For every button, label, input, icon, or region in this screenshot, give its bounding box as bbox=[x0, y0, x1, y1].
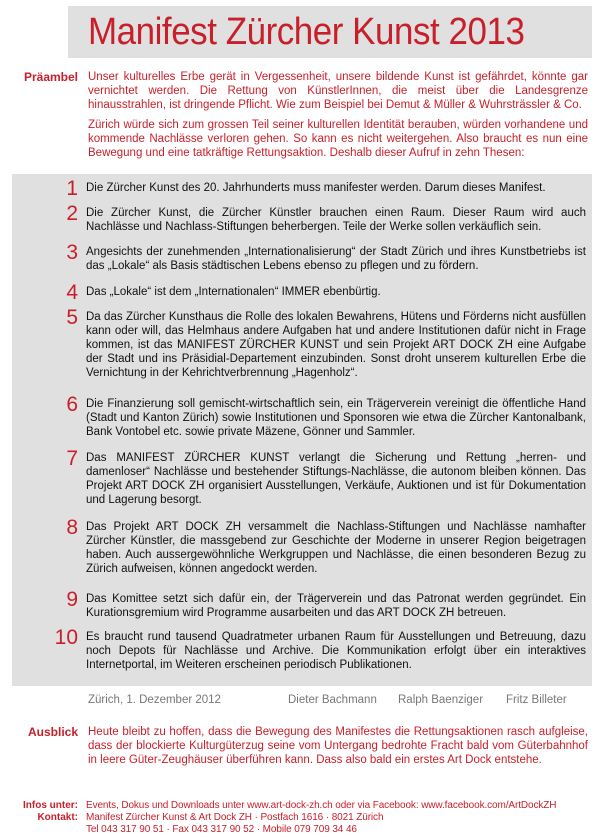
thesis-number: 2 bbox=[66, 202, 78, 225]
signatory-1: Dieter Bachmann bbox=[288, 694, 377, 706]
thesis-number: 9 bbox=[66, 588, 78, 611]
info-text: Events, Dokus und Downloads unter www.art-dock-zh.ch oder via Facebook: www.facebook.com/ArtDockZH bbox=[86, 800, 557, 811]
signatory-2: Ralph Baenziger bbox=[398, 694, 484, 706]
thesis-number: 5 bbox=[66, 306, 78, 329]
contact-line-1: Manifest Zürcher Kunst & Art Dock ZH · Postfach 1616 · 8021 Zürich bbox=[86, 812, 384, 823]
preamble-section bbox=[88, 70, 588, 166]
thesis-text: Die Zürcher Kunst des 20. Jahrhunderts muss manifester werden. Darum dieses Manifest. bbox=[86, 182, 546, 194]
thesis-text: Die Finanzierung soll gemischt-wirtschaftlich sein, ein Trägerverein vereinigt die öffentliche Hand (Stadt und Kanton Zürich) sowie Institutionen und Sponsoren wie etwa die Zürcher Kantonalbank, Bank Vontobel etc. sowie private Mäzene, Gönner und Sammler. bbox=[86, 398, 586, 438]
place-date: Zürich, 1. Dezember 2012 bbox=[88, 694, 221, 706]
thesis-text: Die Zürcher Kunst, die Zürcher Künstler brauchen einen Raum. Dieser Raum wird auch Nachlässe und Nachlass-Stiftungen beherbergen. Teile der Werke sollen verkäuflich sein. bbox=[86, 207, 586, 233]
signature-row bbox=[88, 694, 588, 710]
signatory-3: Fritz Billeter bbox=[506, 694, 567, 706]
contact-label: Kontakt: bbox=[37, 812, 78, 823]
thesis-number: 6 bbox=[66, 393, 78, 416]
thesis-number: 10 bbox=[54, 626, 78, 649]
thesis-number: 7 bbox=[66, 447, 78, 470]
outlook-label: Ausblick bbox=[27, 725, 78, 739]
thesis-text: Das MANIFEST ZÜRCHER KUNST verlangt die Sicherung und Rettung „herren- und damenloser“ Nachlässe und bestehender Stiftungs-Nachlässe, die autonom bleiben können. Das Projekt ART DOCK ZH organisiert Ausstellungen, Verkäufe, Auktionen und ist für Dokumentation und Lagerung besorgt. bbox=[86, 452, 586, 506]
thesis-text: Da das Zürcher Kunsthaus die Rolle des lokalen Bewahrens, Hütens und Förderns nicht ausfüllen kann oder will, das Helmhaus andere Aufgaben hat und andere Institutionen dafür nicht in Frage kommen, ist das MANIFEST ZÜRCHER KUNST und sein Projekt ART DOCK ZH eine Aufgabe der Stadt und ins Präsidial-Departement einzubinden. Sonst droht unserem kulturellen Erbe die Vernichtung in der Kehrichtverbrennung „Hagenholz“. bbox=[86, 311, 586, 379]
thesis-number: 4 bbox=[66, 281, 78, 304]
thesis-text: Das Projekt ART DOCK ZH versammelt die Nachlass-Stiftungen und Nachlässe namhafter Zürcher Künstler, die massgebend zur Geschichte der Moderne in unserer Region beigetragen haben. Auch aussergewöhnliche Werkgruppen und Nachlässe, die einen besonderen Bezug zu Zürich aufweisen, können angedockt werden. bbox=[86, 521, 586, 575]
thesis-text: Angesichts der zunehmenden „Internationalisierung“ der Stadt Zürich und ihres Kunstbetriebs ist das „Lokale“ als Basis städtischen Lebens ebenso zu pflegen und zu fördern. bbox=[86, 246, 586, 272]
page-title: Manifest Zürcher Kunst 2013 bbox=[88, 11, 525, 53]
preamble-paragraph-1: Unser kulturelles Erbe gerät in Vergessenheit, unsere bildende Kunst ist gefährdet, könnte gar vernichtet werden. Die Rettung von KünstlerInnen, die meist über die Landesgrenze hinausstrahlen, ist dringende Pflicht. Wie zum Beispiel bei Demut & Müller & Wuhrsträssler & Co. bbox=[88, 71, 588, 111]
thesis-number: 1 bbox=[66, 177, 78, 200]
contact-line-2: Tel 043 317 90 51 · Fax 043 317 90 52 · Mobile 079 709 34 46 bbox=[86, 824, 357, 835]
thesis-text: Das Komittee setzt sich dafür ein, der Trägerverein und das Patronat werden gegründet. Ein Kurationsgremium wird Programme ausarbeiten und das ART DOCK ZH betreuen. bbox=[86, 593, 586, 619]
preamble-label: Präambel bbox=[23, 70, 78, 84]
thesis-number: 8 bbox=[66, 516, 78, 539]
thesis-text: Es braucht rund tausend Quadratmeter urbanen Raum für Ausstellungen und Betreuung, dazu noch Depots für Nachlässe und Archive. Die Kommunikation erfolgt über ein interaktives Internetportal, im Weiteren erscheinen periodisch Publikationen. bbox=[86, 631, 586, 671]
thesis-text: Das „Lokale“ ist dem „Internationalen“ IMMER ebenbürtig. bbox=[86, 286, 381, 298]
outlook-text: Heute bleibt zu hoffen, dass die Bewegung des Manifestes die Rettungsaktionen rasch aufgleise, dass der blockierte Kulturgüterzug seine vom Untergang bedrohte Fracht bald vom Güterbahnhof in leere Güter-Zeughäuser überführen kann. Dass also bald ein erstes Art Dock entstehe. bbox=[88, 726, 588, 766]
info-label: Infos unter: bbox=[23, 800, 78, 811]
thesis-number: 3 bbox=[66, 241, 78, 264]
preamble-paragraph-2: Zürich würde sich zum grossen Teil seiner kulturellen Identität berauben, würden vorhandene und kommende Nachlässe verloren gehen. So kann es nicht weitergehen. Also braucht es nun eine Bewegung und eine tatkräftige Rettungsaktion. Deshalb dieser Aufruf in zehn Thesen: bbox=[88, 119, 588, 159]
